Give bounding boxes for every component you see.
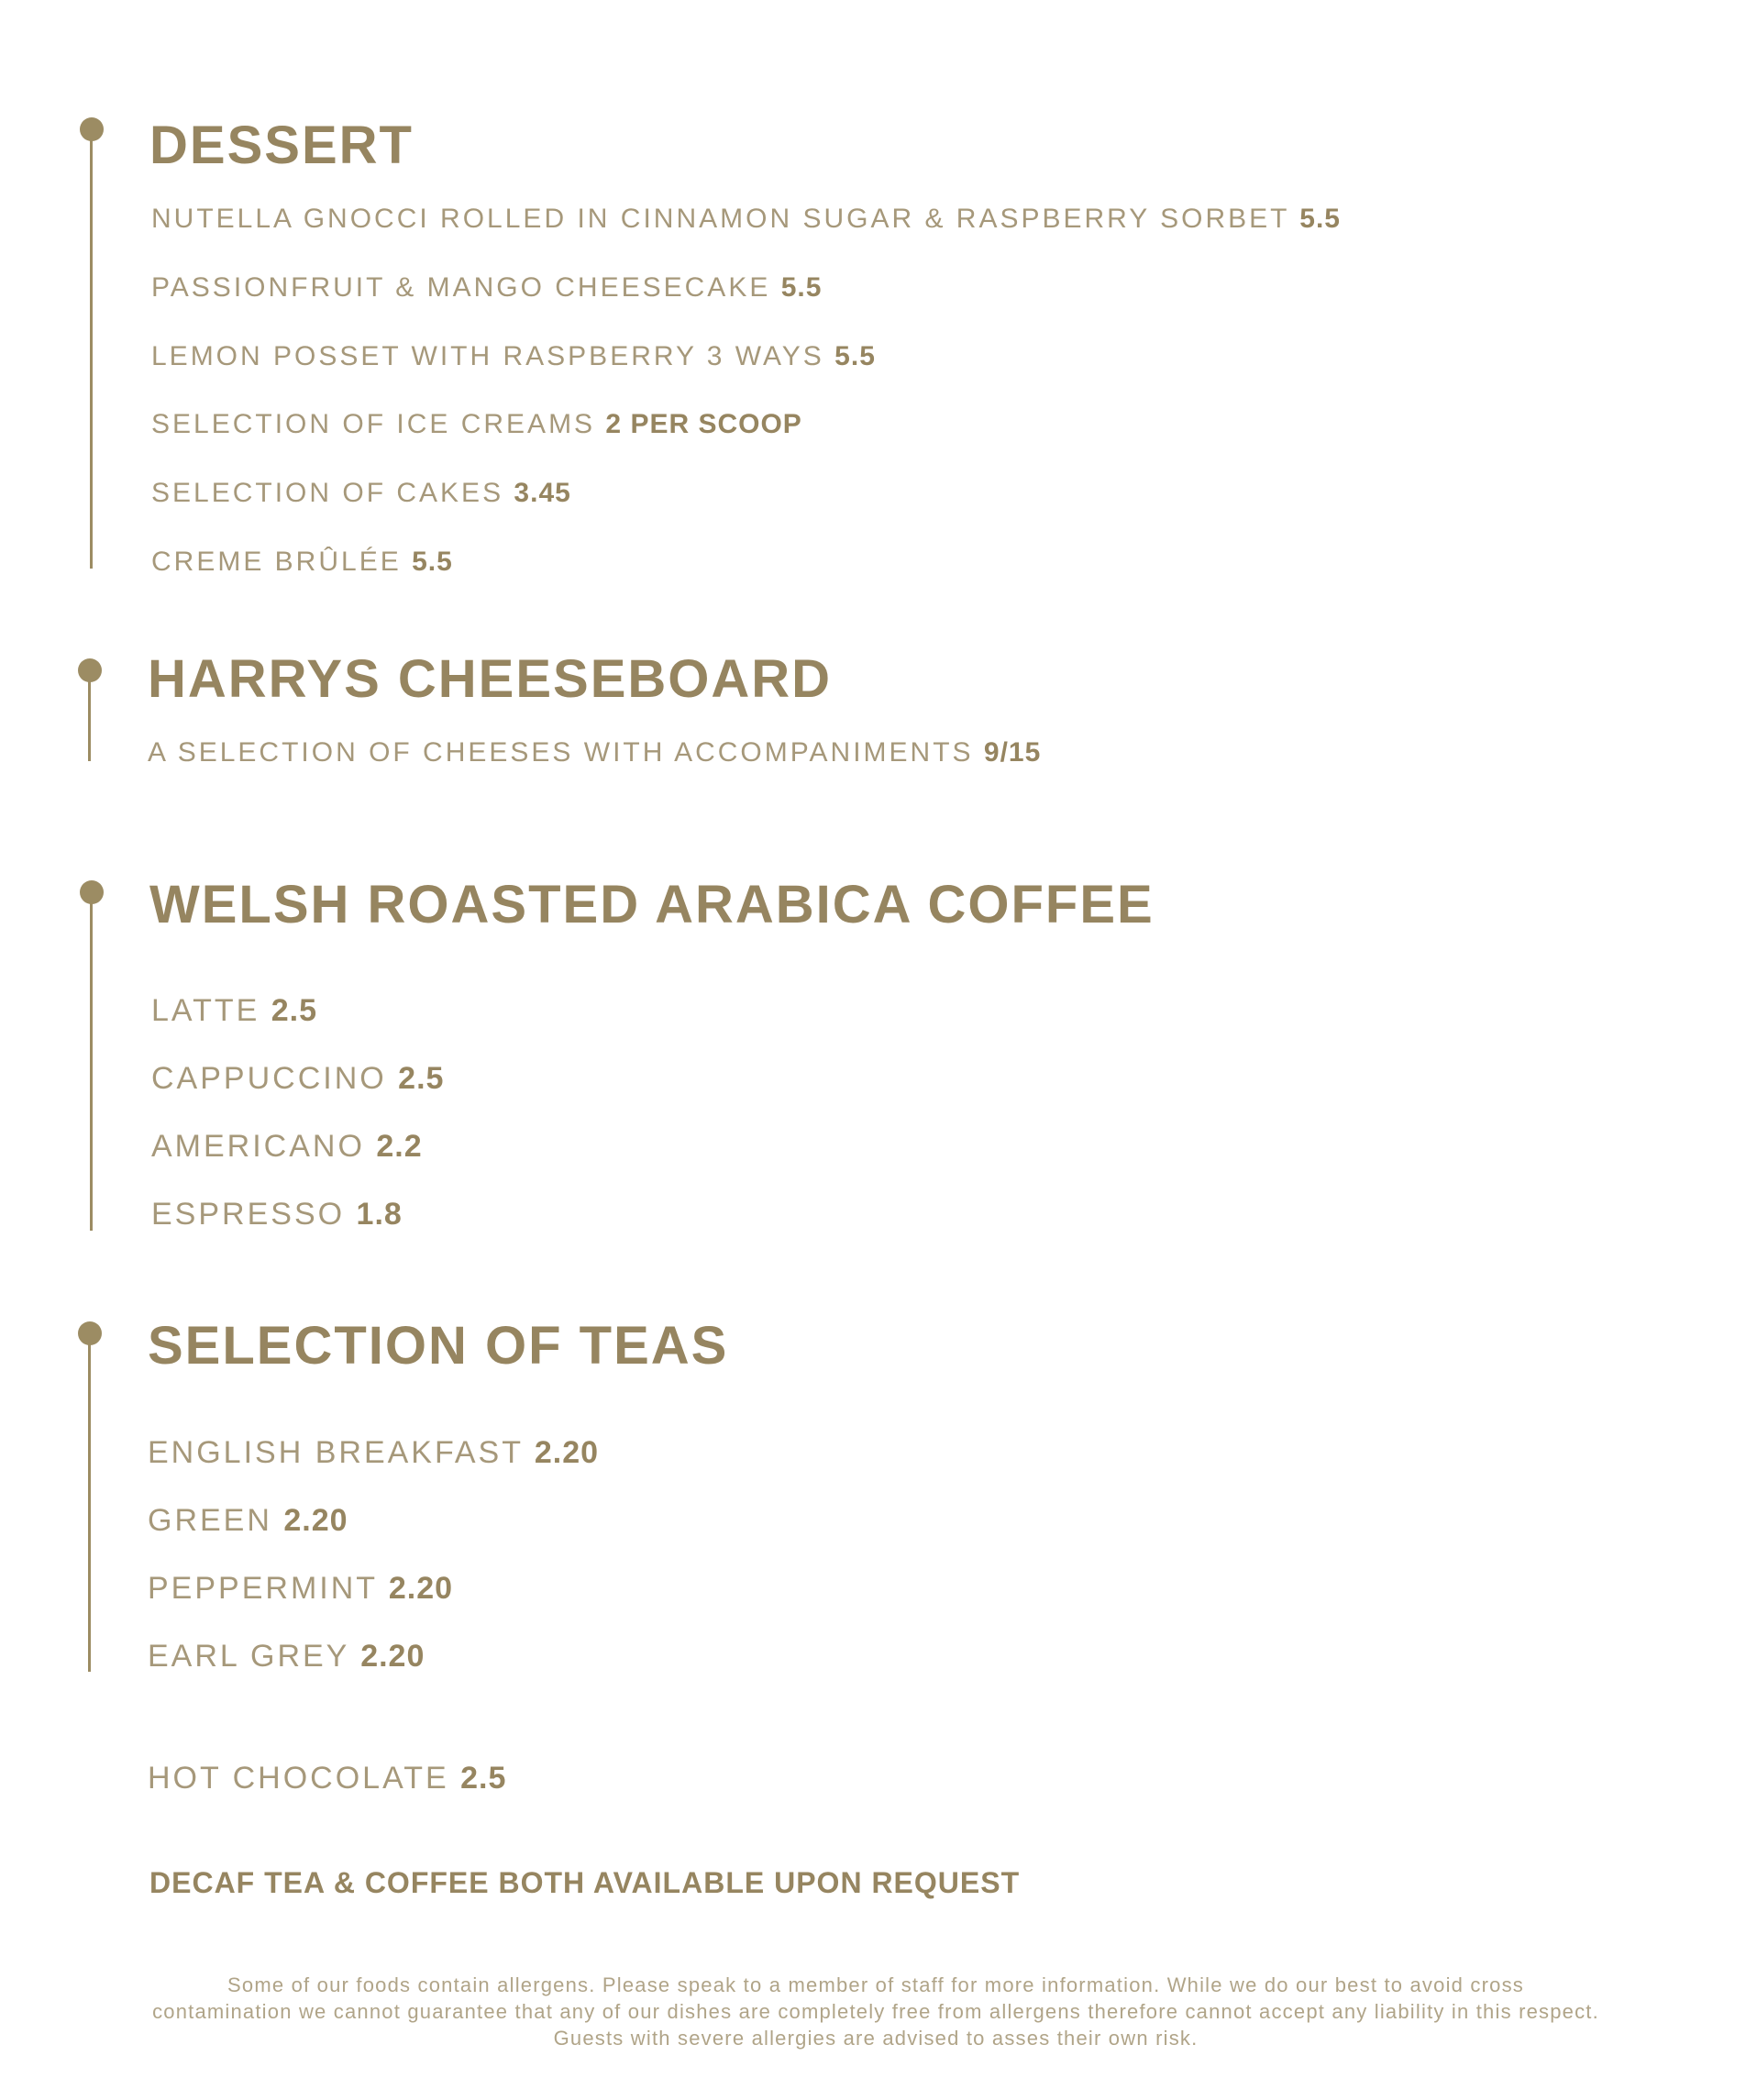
menu-item-price: 5.5: [412, 547, 453, 577]
menu-item: [148, 1503, 348, 1539]
section-heading: HARRYS CHEESEBOARD: [148, 649, 833, 709]
menu-item-name: SELECTION OF CAKES: [151, 478, 504, 508]
menu-item-name: EARL GREY: [148, 1639, 349, 1674]
section-heading: WELSH ROASTED ARABICA COFFEE: [149, 875, 1155, 934]
menu-item-price: 2.20: [360, 1639, 425, 1674]
menu-item-price: 2 PER SCOOP: [605, 409, 802, 439]
menu-item: [151, 341, 876, 372]
menu-item: [148, 1571, 453, 1607]
menu-item-price: 2.20: [534, 1435, 600, 1470]
menu-item: [148, 1639, 425, 1674]
menu-item-name: ENGLISH BREAKFAST: [148, 1435, 524, 1470]
menu-item-name: HOT CHOCOLATE: [148, 1761, 449, 1796]
menu-item-price: 5.5: [834, 341, 876, 371]
menu-item-price: 2.5: [271, 993, 317, 1028]
menu-item: [151, 204, 1341, 235]
menu-item-name: AMERICANO: [151, 1129, 365, 1164]
menu-item-price: 5.5: [1299, 204, 1341, 234]
section-marker-line: [90, 128, 93, 569]
menu-item: [151, 1129, 423, 1165]
menu-item: [151, 272, 822, 304]
section-marker-line: [90, 891, 93, 1231]
menu-item-price: 3.45: [514, 478, 571, 508]
menu-item-name: A SELECTION OF CHEESES WITH ACCOMPANIMENTS: [148, 737, 974, 768]
menu-item: [151, 1197, 403, 1232]
menu-item-name: NUTELLA GNOCCI ROLLED IN CINNAMON SUGAR & RASPBERRY SORBET: [151, 204, 1289, 234]
menu-item: [148, 1435, 599, 1471]
menu-item-name: ESPRESSO: [151, 1197, 346, 1232]
menu-item-price: 2.2: [376, 1129, 423, 1164]
menu-item-hot-chocolate: [148, 1761, 506, 1796]
menu-item-name: PASSIONFRUIT & MANGO CHEESECAKE: [151, 272, 771, 303]
menu-item: [151, 547, 453, 578]
menu-item-name: CREME BRÛLÉE: [151, 547, 402, 577]
menu-item-name: LATTE: [151, 993, 260, 1028]
menu-item-price: 5.5: [780, 272, 823, 303]
menu-item-price: 9/15: [983, 737, 1042, 768]
menu-item-name: PEPPERMINT: [148, 1571, 378, 1606]
section-marker-line: [88, 1332, 91, 1672]
menu-item: [151, 409, 802, 440]
section-marker-line: [88, 669, 91, 761]
menu-item-price: 1.8: [356, 1197, 403, 1232]
allergen-disclaimer: [55, 1972, 1696, 2051]
menu-item-name: SELECTION OF ICE CREAMS: [151, 409, 596, 439]
disclaimer-line: Guests with severe allergies are advised to asses their own risk.: [553, 2027, 1199, 2050]
menu-item: [151, 478, 571, 509]
menu-item: [148, 737, 1041, 768]
menu-item-name: GREEN: [148, 1503, 272, 1538]
disclaimer-line: Some of our foods contain allergens. Please speak to a member of staff for more information. While we do our best to avoid cross: [227, 1973, 1524, 1996]
section-heading: DESSERT: [149, 116, 414, 175]
menu-item-price: 2.20: [283, 1503, 348, 1538]
menu-item-price: 2.20: [388, 1571, 454, 1606]
menu-item: [151, 993, 317, 1029]
menu-item-name: CAPPUCCINO: [151, 1061, 387, 1096]
disclaimer-line: contamination we cannot guarantee that any of our dishes are completely free from allergens therefore cannot accept any liability in this respect.: [152, 2000, 1599, 2023]
menu-item: [151, 1061, 444, 1097]
section-heading: SELECTION OF TEAS: [148, 1316, 729, 1376]
decaf-note: DECAF TEA & COFFEE BOTH AVAILABLE UPON REQUEST: [149, 1866, 1021, 1899]
menu-item-name: LEMON POSSET WITH RASPBERRY 3 WAYS: [151, 341, 824, 371]
menu-item-price: 2.5: [460, 1761, 507, 1796]
menu-item-price: 2.5: [398, 1061, 445, 1096]
